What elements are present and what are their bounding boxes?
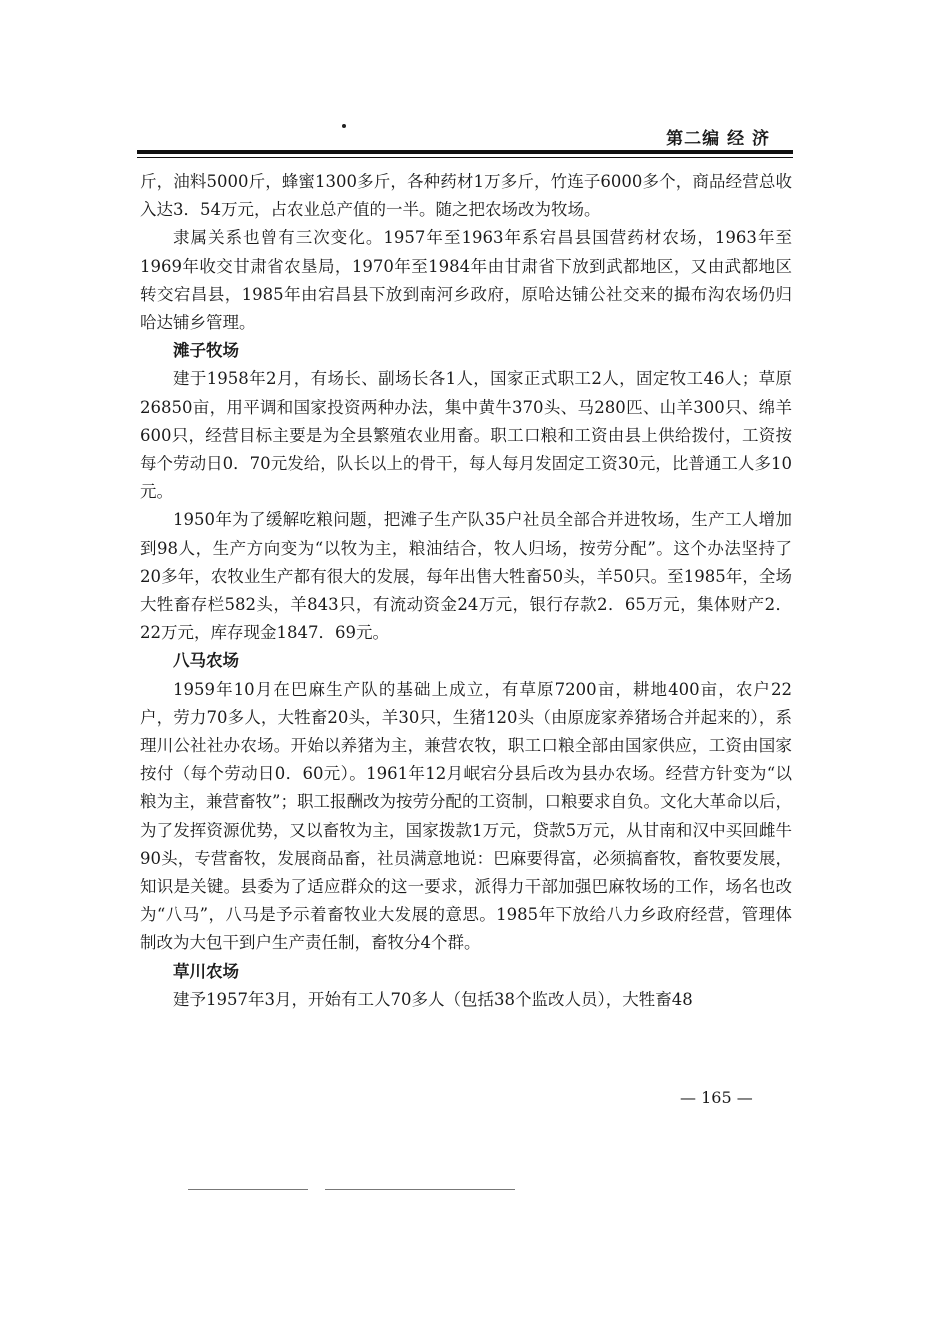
header-rule-thin [137, 157, 793, 158]
section-heading-caochuan: 草川农场 [173, 961, 239, 981]
section-heading-tanzi: 滩子牧场 [173, 341, 239, 361]
page-body [140, 168, 792, 1014]
scan-artifact-line [325, 1189, 515, 1190]
paragraph: 斤，油料5000斤，蜂蜜1300多斤，各种药材1万多斤，竹连子6000多个，商品经营总收入达3．54万元，占农业总产值的一半。随之把农场改为牧场。 [140, 172, 792, 220]
running-head: 第二编 经 济 [666, 129, 770, 149]
paragraph: 1959年10月在巴麻生产队的基础上成立，有草原7200亩，耕地400亩，农户22户，劳力70多人，大牲畜20头，羊30只，生猪120头（由原庞家养猪场合并起来的），系理川公社社办农场。开始以养猪为主，兼营农牧，职工口粮全部由国家供应，工资由国家按付（每个劳动日0．60元）。1961年12月岷宕分县后改为县办农场。经营方针变为“以粮为主，兼营畜牧”；职工报酬改为按劳分配的工资制，口粮要求自负。文化大革命以后，为了发挥资源优势，又以畜牧为主，国家拨款1万元，贷款5万元，从甘南和汉中买回雌牛90头，专营畜牧，发展商品畜，社员满意地说：巴麻要得富，必须搞畜牧，畜牧要发展，知识是关键。县委为了适应群众的这一要求，派得力干部加强巴麻牧场的工作，场名也改为“八马”，八马是予示着畜牧业大发展的意思。1985年下放给八力乡政府经营，管理体制改为大包干到户生产责任制，畜牧分4个群。 [140, 679, 792, 953]
scan-artifact-line [188, 1189, 308, 1190]
paragraph: 隶属关系也曾有三次变化。1957年至1963年系宕昌县国营药材农场，1963年至1969年收交甘肃省农垦局，1970年至1984年由甘肃省下放到武都地区，又由武都地区转交宕昌县，1985年由宕昌县下放到南河乡政府，原哈达铺公社交来的撮布沟农场仍归哈达铺乡管理。 [140, 228, 792, 333]
header-rule-thick [137, 150, 793, 154]
scan-mark [342, 124, 346, 128]
page-number: — 165 — [680, 1088, 753, 1107]
paragraph: 1950年为了缓解吃粮问题，把滩子生产队35户社员全部合并进牧场，生产工人增加到98人，生产方向变为“以牧为主，粮油结合，牧人归场，按劳分配”。这个办法坚持了20多年，农牧业生产都有很大的发展，每年出售大牲畜50头，羊50只。至1985年，全场大牲畜存栏582头，羊843只，有流动资金24万元，银行存款2．65万元，集体财产2．22万元，库存现金1847．69元。 [140, 510, 792, 643]
paragraph: 建于1958年2月，有场长、副场长各1人，国家正式职工2人，固定牧工46人；草原26850亩，用平调和国家投资两种办法，集中黄牛370头、马280匹、山羊300只、绵羊600只，经营目标主要是为全县繁殖农业用畜。职工口粮和工资由县上供给拨付，工资按每个劳动日0．70元发给，队长以上的骨干，每人每月发固定工资30元，比普通工人多10元。 [140, 369, 792, 502]
section-heading-bama: 八马农场 [173, 651, 239, 671]
paragraph: 建予1957年3月，开始有工人70多人（包括38个监改人员），大牲畜48 [173, 989, 693, 1009]
